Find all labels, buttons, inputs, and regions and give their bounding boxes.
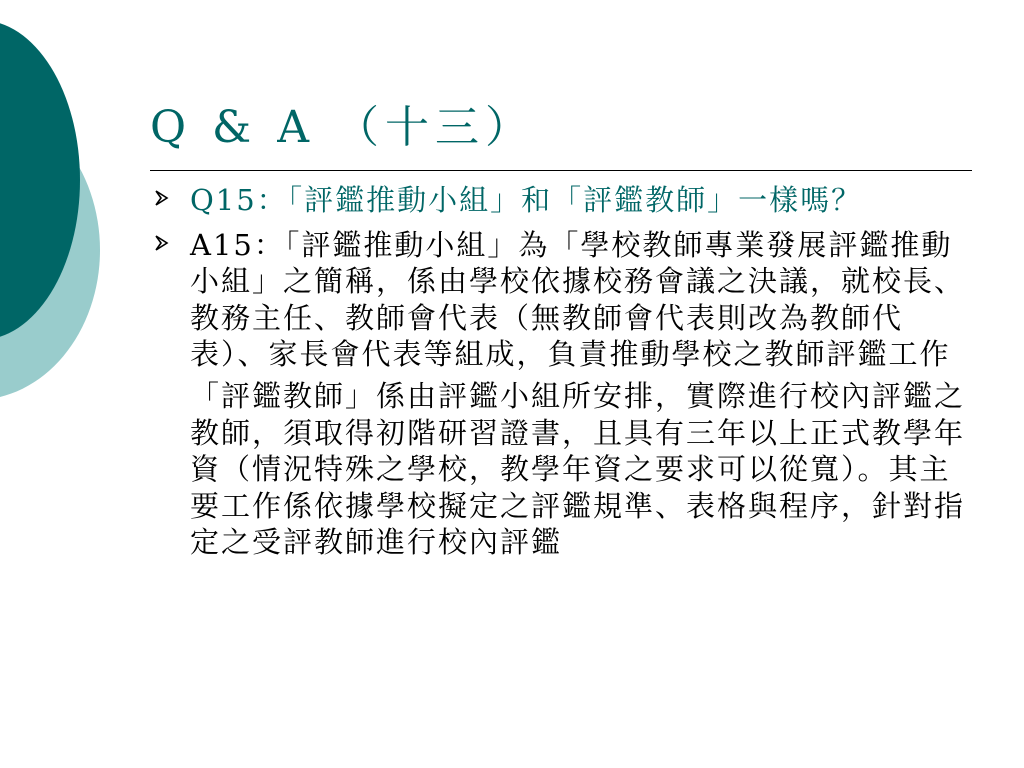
bullet-item-answer xyxy=(152,227,972,561)
answer-continuation-text: 「評鑑教師」係由評鑑小組所安排，實際進行校內評鑑之教師，須取得初階研習證書，且具有三年以上正式教學年資（情況特殊之學校，教學年資之要求可以從寬）。其主要工作係依據學校擬定之評鑑規準、表格與程序，針對指定之受評教師進行校內評鑑 xyxy=(190,378,966,560)
answer-text: A15：「評鑑推動小組」為「學校教師專業發展評鑑推動小組」之簡稱，係由學校依據校務會議之決議，就校長、教務主任、教師會代表（無教師會代表則改為教師代表）、家長會代表等組成，負責推動學校之教師評鑑工作 xyxy=(190,227,966,372)
arrow-bullet-icon xyxy=(152,188,172,208)
slide-body xyxy=(152,182,972,569)
title-divider xyxy=(150,170,972,171)
slide-title: Q & A （十三） xyxy=(150,102,535,153)
question-text: Q15：「評鑑推動小組」和「評鑑教師」一樣嗎？ xyxy=(190,183,863,217)
bullet-item-question xyxy=(152,182,972,219)
arrow-bullet-icon xyxy=(152,233,172,253)
